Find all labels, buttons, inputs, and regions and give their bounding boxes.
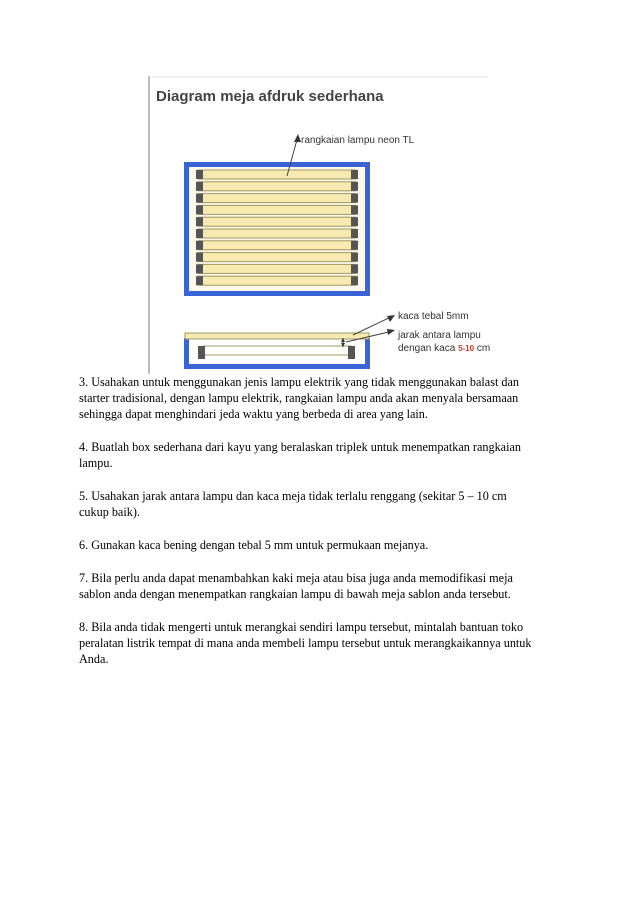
- lamp-pointer-arrowhead: [294, 134, 301, 142]
- text-line: Anda.: [79, 652, 109, 666]
- paragraph-step-3: [79, 374, 569, 422]
- glass-label: kaca tebal 5mm: [398, 311, 469, 322]
- text-line: 7. Bila perlu anda dapat menambahkan kaki meja atau bisa juga anda memodifikasi meja: [79, 571, 513, 585]
- lamp-end-right: [351, 217, 358, 226]
- lamp-tube: [198, 276, 356, 285]
- text-line: starter tradisional, dengan lampu elektrik, rangkaian lampu anda akan menyala bersamaan: [79, 391, 519, 405]
- diagram-title: Diagram meja afdruk sederhana: [156, 88, 384, 105]
- text-line: 6. Gunakan kaca bening dengan tebal 5 mm untuk permukaan mejanya.: [79, 538, 429, 552]
- lamp-tube: [198, 264, 356, 273]
- text-line: 8. Bila anda tidak mengerti untuk merangkai sendiri lampu tersebut, mintalah bantuan toko: [79, 620, 524, 634]
- lamp-end-right: [351, 205, 358, 214]
- lamp-tube: [198, 170, 356, 179]
- gap-label-value: 5-10: [458, 344, 475, 353]
- lamp-end-left: [196, 217, 203, 226]
- paragraph-step-6: [79, 537, 569, 553]
- paragraph-step-4: [79, 439, 569, 471]
- instructions-text: [79, 374, 569, 684]
- lamp-end-right: [351, 276, 358, 285]
- text-line: 4. Buatlah box sederhana dari kayu yang beralaskan triplek untuk menempatkan rangkaian: [79, 440, 521, 454]
- diagram-svg: [148, 76, 490, 374]
- text-line: 3. Usahakan untuk menggunakan jenis lampu elektrik yang tidak menggunakan balast dan: [79, 375, 519, 389]
- lamp-end-left: [196, 182, 203, 191]
- lamp-end-left: [196, 264, 203, 273]
- gap-pointer-arrowhead: [387, 329, 395, 335]
- text-line: lampu.: [79, 456, 113, 470]
- diagram-figure: [148, 76, 490, 374]
- lamp-end-right: [351, 182, 358, 191]
- lamp-tube: [198, 229, 356, 238]
- lamp-tube: [198, 205, 356, 214]
- glass-panel: [185, 333, 369, 339]
- paragraph-step-5: [79, 488, 569, 520]
- text-line: sablon anda dengan menempatkan rangkaian lampu di bawah meja sablon anda tersebut.: [79, 587, 511, 601]
- side-view-lamp: [203, 346, 351, 355]
- gap-label-prefix: dengan kaca: [398, 343, 456, 354]
- side-lamp-end-right: [348, 346, 355, 359]
- lamp-end-right: [351, 253, 358, 262]
- text-line: cukup baik).: [79, 505, 140, 519]
- lamp-end-right: [351, 264, 358, 273]
- gap-label-line2: [398, 343, 490, 354]
- lamp-end-left: [196, 241, 203, 250]
- paragraph-step-7: [79, 570, 569, 602]
- lamp-end-left: [196, 205, 203, 214]
- lamp-end-right: [351, 194, 358, 203]
- lamp-end-left: [196, 194, 203, 203]
- lamp-tube: [198, 194, 356, 203]
- lamp-label: rangkaian lampu neon TL: [301, 135, 415, 146]
- text-line: peralatan listrik tempat di mana anda membeli lampu tersebut untuk merangkaikannya untuk: [79, 636, 532, 650]
- paragraph-step-8: [79, 619, 569, 667]
- lamp-end-left: [196, 170, 203, 179]
- lamp-end-left: [196, 229, 203, 238]
- lamp-end-left: [196, 276, 203, 285]
- lamp-end-right: [351, 241, 358, 250]
- gap-label-unit: cm: [476, 343, 490, 354]
- text-line: 5. Usahakan jarak antara lampu dan kaca meja tidak terlalu renggang (sekitar 5 – 10 cm: [79, 489, 507, 503]
- side-lamp-end-left: [198, 346, 205, 359]
- lamp-tube: [198, 182, 356, 191]
- lamp-tube: [198, 241, 356, 250]
- lamp-end-right: [351, 170, 358, 179]
- lamp-tube: [198, 217, 356, 226]
- lamp-end-left: [196, 253, 203, 262]
- lamp-tube: [198, 253, 356, 262]
- text-line: sehingga dapat menghindari jeda waktu yang berbeda di area yang lain.: [79, 407, 428, 421]
- lamp-end-right: [351, 229, 358, 238]
- gap-label-line1: jarak antara lampu: [398, 330, 481, 341]
